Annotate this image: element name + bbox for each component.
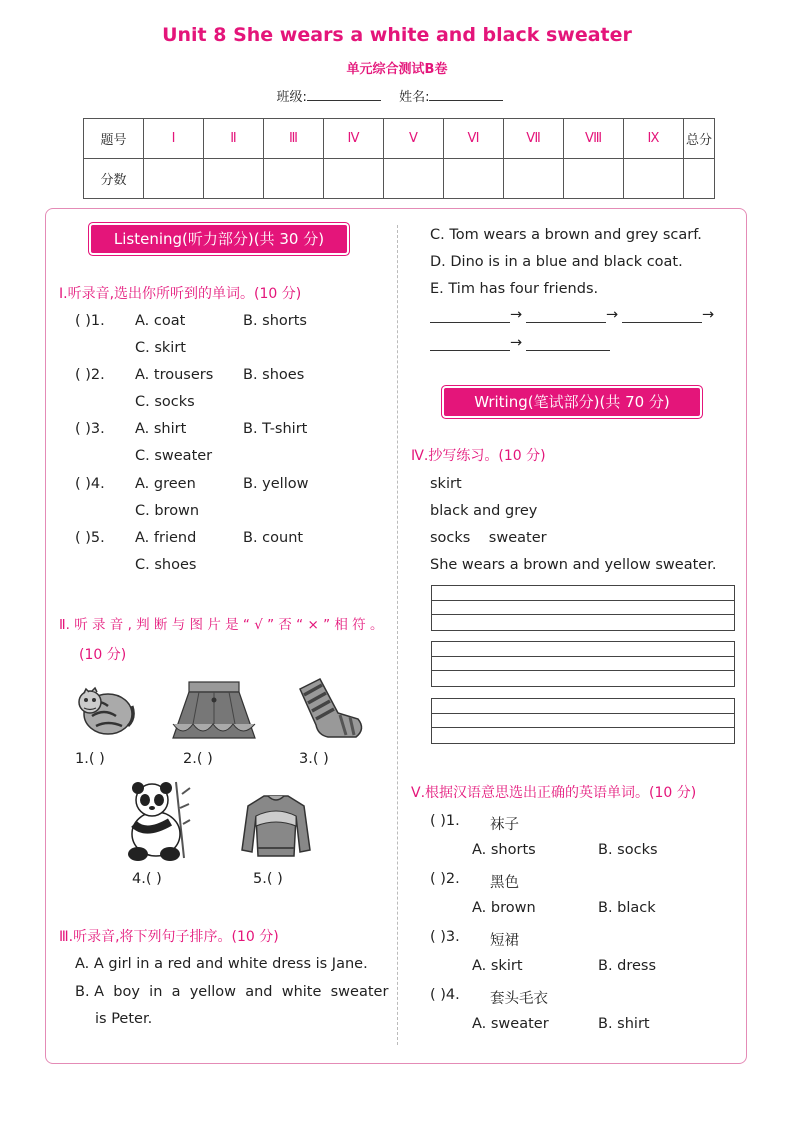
v-q1-option-a: A. shorts xyxy=(472,842,536,858)
v-q1-option-b: B. socks xyxy=(598,842,658,858)
v-q3-option-b: B. dress xyxy=(598,958,657,974)
sentence-c: C. Tom wears a brown and grey scarf. xyxy=(430,227,702,243)
picture-2-answer[interactable]: 2.( ) xyxy=(183,751,213,767)
column-divider xyxy=(397,225,398,1045)
panda-icon xyxy=(126,778,192,862)
sentence-b: B. A boy in a yellow and white sweater xyxy=(75,984,389,1000)
copy-sentence: She wears a brown and yellow sweater. xyxy=(430,557,717,573)
v-q2-option-a: A. brown xyxy=(472,900,536,916)
part5-heading: Ⅴ.根据汉语意思选出正确的英语单词。(10 分) xyxy=(411,785,697,801)
q3-option-a: A. shirt xyxy=(135,421,187,437)
sock-icon xyxy=(294,677,366,743)
score-cell[interactable] xyxy=(324,159,384,199)
q5-option-c: C. shoes xyxy=(135,557,197,573)
part2-heading: Ⅱ. 听 录 音 , 判 断 与 图 片 是 “ √ ” 否 “ × ” 相 符 。 xyxy=(59,617,384,633)
col-6: Ⅵ xyxy=(444,119,504,159)
sentence-b-cont: is Peter. xyxy=(95,1011,153,1027)
q2-option-a: A. trousers xyxy=(135,367,214,383)
v-q3-num: ( )3. xyxy=(430,929,460,945)
tiger-icon xyxy=(72,676,138,742)
part2-points: (10 分) xyxy=(79,647,127,663)
q1-num: ( )1. xyxy=(75,313,105,329)
skirt-icon xyxy=(169,680,259,742)
v-q3-chinese: 短裙 xyxy=(490,933,519,949)
name-blank[interactable] xyxy=(429,88,503,101)
v-q4-chinese: 套头毛衣 xyxy=(490,991,548,1007)
col-5: Ⅴ xyxy=(384,119,444,159)
page-title: Unit 8 She wears a white and black sweater xyxy=(162,24,632,46)
writing-rule xyxy=(432,614,734,615)
v-q2-chinese: 黑色 xyxy=(490,875,519,891)
picture-4-answer[interactable]: 4.( ) xyxy=(132,871,162,887)
v-q2-num: ( )2. xyxy=(430,871,460,887)
part3-heading: Ⅲ.听录音,将下列句子排序。(10 分) xyxy=(59,929,279,945)
q4-option-c: C. brown xyxy=(135,503,200,519)
writing-banner: Writing(笔试部分)(共 70 分) xyxy=(444,388,700,416)
v-q1-chinese: 袜子 xyxy=(490,817,519,833)
q1-option-c: C. skirt xyxy=(135,340,186,356)
q3-option-b: B. T-shirt xyxy=(243,421,308,437)
order-arrow: → xyxy=(702,307,715,323)
name-class-row xyxy=(0,86,794,105)
q5-option-a: A. friend xyxy=(135,530,197,546)
sweater-icon xyxy=(240,792,312,860)
v-q4-num: ( )4. xyxy=(430,987,460,1003)
picture-5-answer[interactable]: 5.( ) xyxy=(253,871,283,887)
col-total: 总分 xyxy=(684,119,715,159)
order-arrow: → xyxy=(510,335,523,351)
q4-num: ( )4. xyxy=(75,476,105,492)
copy-word-3: socks sweater xyxy=(430,530,547,546)
order-arrow: → xyxy=(510,307,523,323)
v-q2-option-b: B. black xyxy=(598,900,656,916)
score-cell[interactable] xyxy=(144,159,204,199)
order-arrow: → xyxy=(606,307,619,323)
q4-option-a: A. green xyxy=(135,476,196,492)
v-q3-option-a: A. skirt xyxy=(472,958,523,974)
listening-banner: Listening(听力部分)(共 30 分) xyxy=(91,225,347,253)
order-blank-1[interactable] xyxy=(430,322,510,323)
v-q4-option-a: A. sweater xyxy=(472,1016,549,1032)
order-blank-5[interactable] xyxy=(526,350,610,351)
class-blank[interactable] xyxy=(307,88,381,101)
row-label-question: 题号 xyxy=(84,119,144,159)
col-8: Ⅷ xyxy=(564,119,624,159)
copy-word-2: black and grey xyxy=(430,503,538,519)
order-blank-4[interactable] xyxy=(430,350,510,351)
score-cell[interactable] xyxy=(444,159,504,199)
score-table xyxy=(83,118,715,199)
q5-num: ( )5. xyxy=(75,530,105,546)
writing-lines-2[interactable] xyxy=(431,641,735,687)
score-cell[interactable] xyxy=(564,159,624,199)
q2-num: ( )2. xyxy=(75,367,105,383)
class-label: 班级: xyxy=(276,90,307,105)
col-1: Ⅰ xyxy=(144,119,204,159)
score-cell[interactable] xyxy=(624,159,684,199)
score-cell[interactable] xyxy=(204,159,264,199)
v-q1-num: ( )1. xyxy=(430,813,460,829)
writing-lines-3[interactable] xyxy=(431,698,735,744)
writing-rule xyxy=(432,600,734,601)
score-cell[interactable] xyxy=(384,159,444,199)
col-3: Ⅲ xyxy=(264,119,324,159)
order-blank-3[interactable] xyxy=(622,322,702,323)
name-label: 姓名: xyxy=(399,90,430,105)
score-cell[interactable] xyxy=(504,159,564,199)
v-q4-option-b: B. shirt xyxy=(598,1016,650,1032)
q4-option-b: B. yellow xyxy=(243,476,309,492)
q2-option-b: B. shoes xyxy=(243,367,305,383)
writing-lines-1[interactable] xyxy=(431,585,735,631)
col-7: Ⅶ xyxy=(504,119,564,159)
page-subtitle: 单元综合测试B卷 xyxy=(346,62,448,77)
q1-option-a: A. coat xyxy=(135,313,186,329)
col-9: Ⅸ xyxy=(624,119,684,159)
sentence-e: E. Tim has four friends. xyxy=(430,281,599,297)
q2-option-c: C. socks xyxy=(135,394,195,410)
picture-3-answer[interactable]: 3.( ) xyxy=(299,751,329,767)
score-table-header-row xyxy=(84,119,715,159)
score-cell[interactable] xyxy=(684,159,715,199)
writing-rule xyxy=(432,713,734,714)
part4-heading: Ⅳ.抄写练习。(10 分) xyxy=(411,448,546,464)
part1-heading: Ⅰ.听录音,选出你所听到的单词。(10 分) xyxy=(59,286,302,302)
col-4: Ⅳ xyxy=(324,119,384,159)
picture-1-answer[interactable]: 1.( ) xyxy=(75,751,105,767)
q5-option-b: B. count xyxy=(243,530,304,546)
row-label-score: 分数 xyxy=(84,159,144,199)
q3-num: ( )3. xyxy=(75,421,105,437)
writing-rule xyxy=(432,670,734,671)
sentence-a: A. A girl in a red and white dress is Jane. xyxy=(75,956,368,972)
q3-option-c: C. sweater xyxy=(135,448,213,464)
order-blank-2[interactable] xyxy=(526,322,606,323)
q1-option-b: B. shorts xyxy=(243,313,307,329)
writing-rule xyxy=(432,656,734,657)
col-2: Ⅱ xyxy=(204,119,264,159)
sentence-d: D. Dino is in a blue and black coat. xyxy=(430,254,683,270)
score-cell[interactable] xyxy=(264,159,324,199)
copy-word-1: skirt xyxy=(430,476,462,492)
writing-rule xyxy=(432,727,734,728)
score-table-score-row xyxy=(84,159,715,199)
